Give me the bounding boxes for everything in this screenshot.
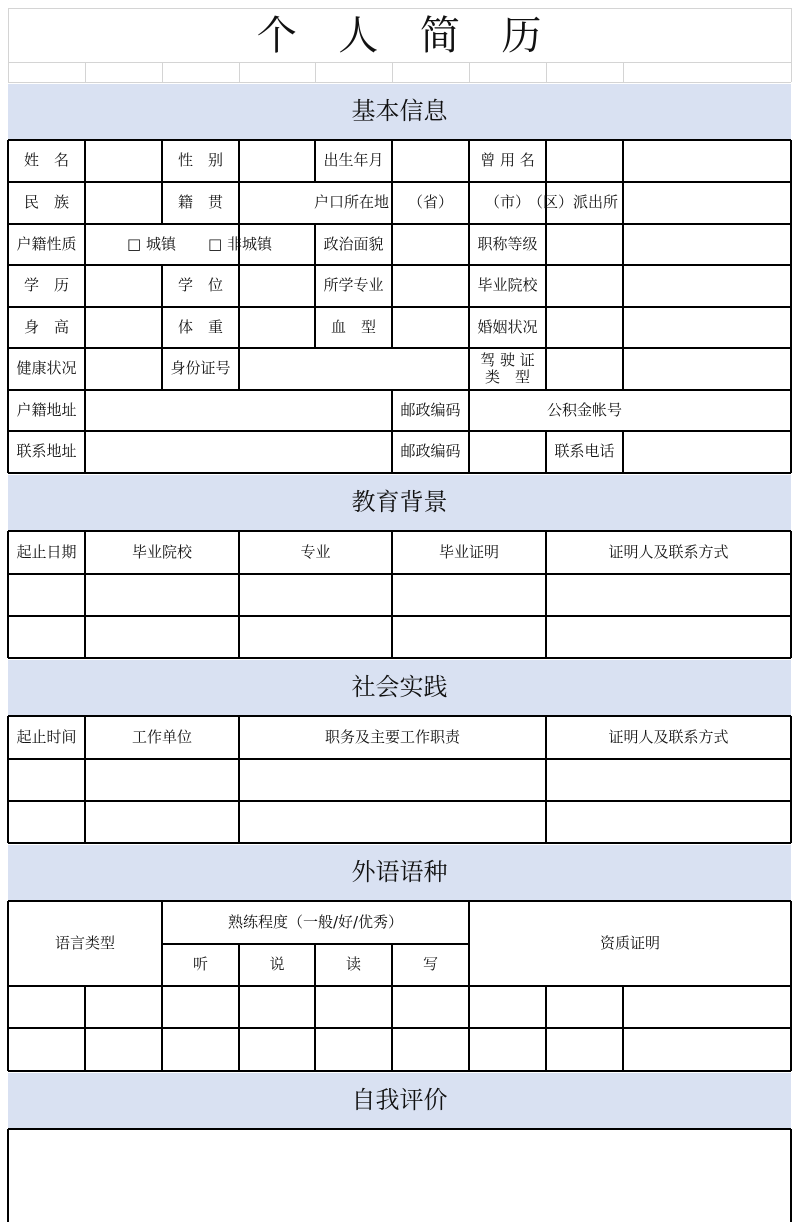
label-degree: 学 位 bbox=[177, 276, 223, 295]
label-skill: 读 bbox=[345, 955, 361, 974]
id-number-field[interactable] bbox=[239, 348, 469, 390]
phone-field[interactable] bbox=[623, 431, 791, 473]
school-field[interactable] bbox=[546, 265, 623, 307]
hukou-address-field[interactable] bbox=[85, 390, 392, 431]
label-former-name: 曾 用 名 bbox=[480, 151, 535, 170]
language-cell[interactable] bbox=[8, 1028, 85, 1071]
label-postcode-2: 邮政编码 bbox=[400, 442, 461, 461]
self-evaluation-field[interactable] bbox=[8, 1129, 791, 1222]
language-cell[interactable] bbox=[85, 1028, 162, 1071]
table-rule bbox=[8, 8, 791, 9]
label-major: 所学专业 bbox=[323, 276, 384, 295]
language-cell[interactable] bbox=[162, 1028, 239, 1071]
language-cell[interactable] bbox=[469, 1028, 546, 1071]
education-cell[interactable] bbox=[546, 574, 791, 616]
label-skill: 说 bbox=[269, 955, 285, 974]
label-birth: 出生年月 bbox=[323, 151, 384, 170]
label-school: 毕业院校 bbox=[477, 276, 538, 295]
checkbox-nonurban[interactable]: □ 非城镇 bbox=[208, 234, 272, 253]
social-cell[interactable] bbox=[546, 801, 791, 843]
social-header: 职务及主要工作职责 bbox=[324, 727, 460, 746]
label-gender: 性 别 bbox=[177, 151, 223, 170]
page-title: 个 人 简 历 bbox=[256, 13, 543, 59]
label-education: 学 历 bbox=[23, 276, 69, 295]
table-rule bbox=[8, 82, 791, 83]
label-phone: 联系电话 bbox=[554, 442, 615, 461]
label-city: （市） bbox=[484, 193, 530, 212]
weight-field[interactable] bbox=[239, 307, 315, 348]
language-cell[interactable] bbox=[8, 986, 85, 1028]
label-political-status: 政治面貌 bbox=[323, 234, 384, 253]
label-license-type: 驾 驶 证 类 型 bbox=[480, 350, 535, 386]
health-field[interactable] bbox=[85, 348, 162, 390]
education-cell[interactable] bbox=[546, 616, 791, 658]
blood-type-field[interactable] bbox=[392, 307, 469, 348]
label-certificate: 资质证明 bbox=[599, 933, 660, 952]
language-cell[interactable] bbox=[546, 1028, 623, 1071]
social-cell[interactable] bbox=[546, 759, 791, 801]
height-field[interactable] bbox=[85, 307, 162, 348]
language-cell[interactable] bbox=[469, 986, 546, 1028]
education-header: 毕业院校 bbox=[131, 542, 192, 561]
table-rule bbox=[546, 62, 547, 82]
social-cell[interactable] bbox=[239, 759, 546, 801]
birth-field[interactable] bbox=[392, 140, 469, 182]
education-header: 专业 bbox=[300, 542, 331, 561]
education-cell[interactable] bbox=[239, 616, 392, 658]
language-cell[interactable] bbox=[239, 986, 315, 1028]
education-cell[interactable] bbox=[85, 574, 239, 616]
social-cell[interactable] bbox=[8, 759, 85, 801]
language-cell[interactable] bbox=[162, 986, 239, 1028]
label-height: 身 高 bbox=[23, 317, 69, 336]
social-header: 证明人及联系方式 bbox=[608, 727, 729, 746]
name-field[interactable] bbox=[85, 140, 162, 182]
education-cell[interactable] bbox=[85, 616, 239, 658]
section-basic-title: 基本信息 bbox=[351, 97, 448, 126]
fund-account-field[interactable] bbox=[623, 390, 791, 431]
table-rule bbox=[239, 62, 240, 82]
label-health: 健康状况 bbox=[16, 359, 77, 378]
education-header: 毕业证明 bbox=[438, 542, 499, 561]
label-household: 户口所在地 bbox=[313, 193, 389, 212]
label-ethnicity: 民 族 bbox=[23, 193, 69, 212]
language-cell[interactable] bbox=[315, 986, 392, 1028]
label-name: 姓 名 bbox=[23, 151, 69, 170]
label-id-number: 身份证号 bbox=[170, 359, 231, 378]
label-contact-address: 联系地址 bbox=[16, 442, 77, 461]
table-rule bbox=[623, 62, 624, 82]
table-rule bbox=[469, 62, 470, 82]
label-weight: 体 重 bbox=[177, 317, 223, 336]
label-language-type: 语言类型 bbox=[54, 933, 115, 952]
table-rule bbox=[162, 62, 163, 82]
section-social-title: 社会实践 bbox=[351, 673, 448, 702]
education-cell[interactable] bbox=[392, 574, 546, 616]
former-name-field[interactable] bbox=[546, 140, 623, 182]
degree-field[interactable] bbox=[239, 265, 315, 307]
label-police-station: （区）派出所 bbox=[528, 193, 619, 212]
postcode-2-field[interactable] bbox=[469, 431, 546, 473]
marital-field[interactable] bbox=[546, 307, 623, 348]
language-cell[interactable] bbox=[239, 1028, 315, 1071]
license-type-field[interactable] bbox=[546, 348, 623, 390]
section-language-title: 外语语种 bbox=[351, 858, 448, 887]
postcode-1-field[interactable] bbox=[469, 390, 546, 431]
education-cell[interactable] bbox=[8, 574, 85, 616]
label-native-place: 籍 贯 bbox=[177, 193, 223, 212]
social-cell[interactable] bbox=[85, 801, 239, 843]
label-hukou-type: 户籍性质 bbox=[16, 234, 77, 253]
education-cell[interactable] bbox=[392, 616, 546, 658]
education-cell[interactable] bbox=[239, 574, 392, 616]
label-blood-type: 血 型 bbox=[330, 317, 376, 336]
label-hukou-address: 户籍地址 bbox=[16, 400, 77, 419]
table-rule bbox=[315, 62, 316, 82]
social-cell[interactable] bbox=[8, 801, 85, 843]
ethnicity-field[interactable] bbox=[85, 182, 162, 224]
language-cell[interactable] bbox=[546, 986, 623, 1028]
language-cell[interactable] bbox=[85, 986, 162, 1028]
social-header: 工作单位 bbox=[131, 727, 192, 746]
political-status-field[interactable] bbox=[392, 224, 469, 265]
checkbox-urban[interactable]: □ 城镇 bbox=[127, 234, 176, 253]
label-marital: 婚姻状况 bbox=[477, 317, 538, 336]
label-postcode-1: 邮政编码 bbox=[400, 400, 461, 419]
education-header: 证明人及联系方式 bbox=[608, 542, 729, 561]
education-field[interactable] bbox=[85, 265, 162, 307]
contact-address-field[interactable] bbox=[85, 431, 392, 473]
language-cell[interactable] bbox=[315, 1028, 392, 1071]
photo-box[interactable] bbox=[623, 140, 791, 390]
label-title-level: 职称等级 bbox=[477, 234, 538, 253]
table-rule bbox=[85, 62, 86, 82]
language-cell[interactable] bbox=[392, 986, 469, 1028]
social-cell[interactable] bbox=[239, 801, 546, 843]
gender-field[interactable] bbox=[239, 140, 315, 182]
label-fund-account: 公积金帐号 bbox=[546, 400, 622, 419]
section-education-title: 教育背景 bbox=[351, 488, 448, 517]
section-self-evaluation-title: 自我评价 bbox=[351, 1086, 448, 1115]
label-skill: 写 bbox=[422, 955, 438, 974]
education-header: 起止日期 bbox=[16, 542, 77, 561]
social-header: 起止时间 bbox=[16, 727, 77, 746]
label-province: （省） bbox=[407, 193, 453, 212]
title-level-field[interactable] bbox=[546, 224, 623, 265]
table-rule bbox=[392, 62, 393, 82]
education-cell[interactable] bbox=[8, 616, 85, 658]
label-skill: 听 bbox=[192, 955, 208, 974]
label-proficiency: 熟练程度（一般/好/优秀） bbox=[227, 912, 404, 931]
major-field[interactable] bbox=[392, 265, 469, 307]
language-cell[interactable] bbox=[392, 1028, 469, 1071]
social-cell[interactable] bbox=[85, 759, 239, 801]
